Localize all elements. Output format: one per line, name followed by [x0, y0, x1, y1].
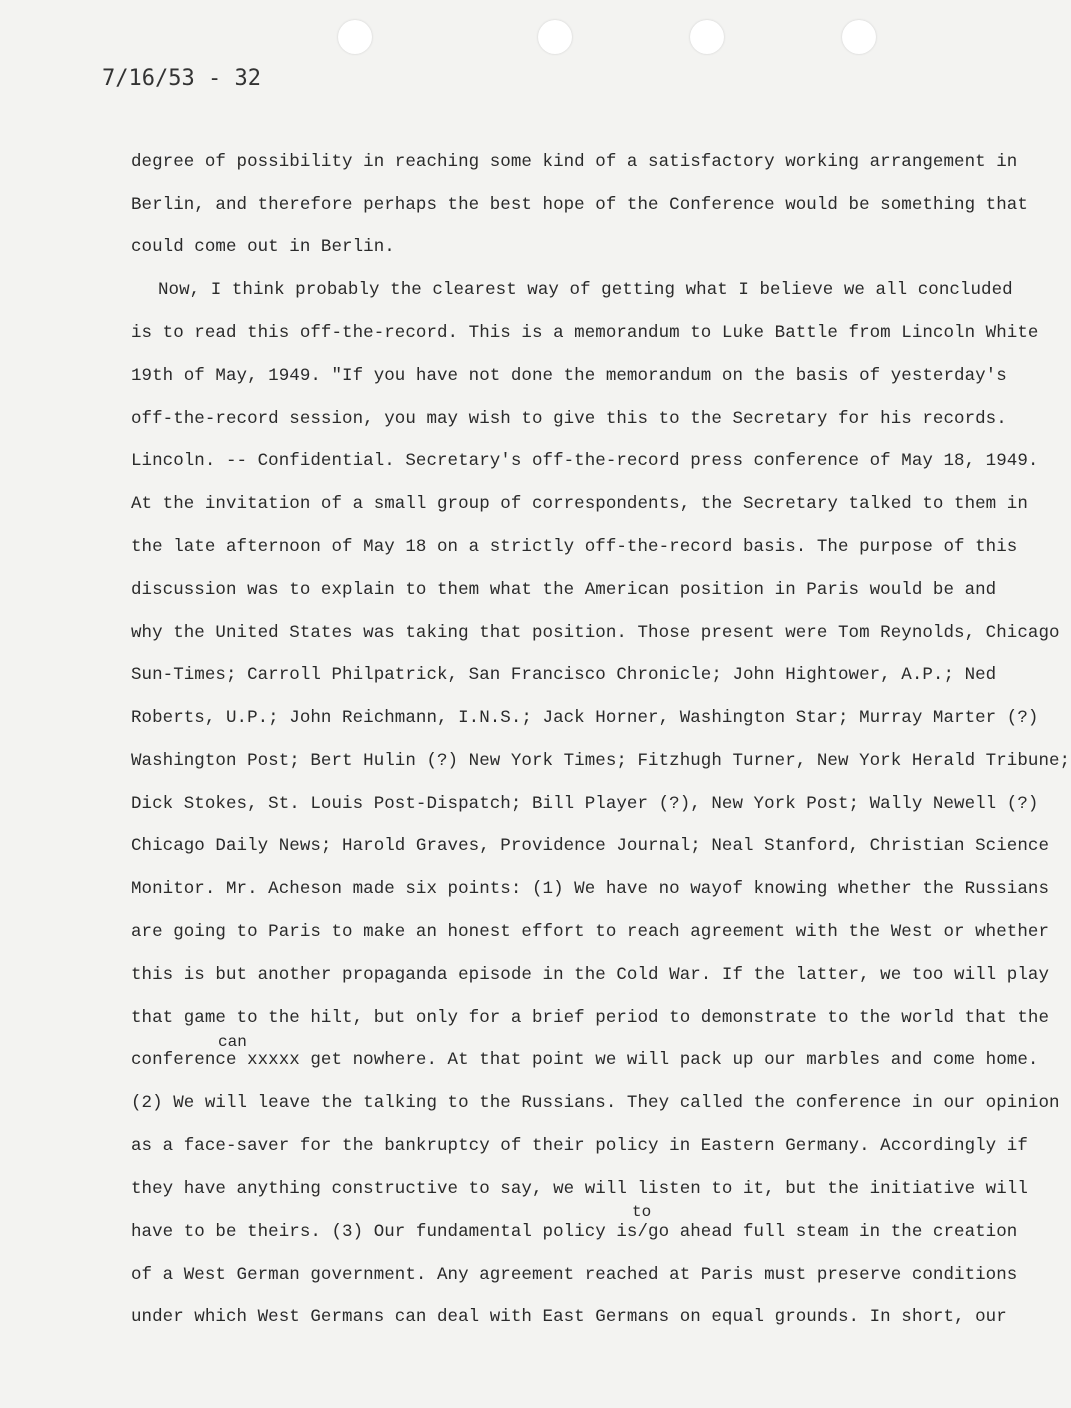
text-line: At the invitation of a small group of correspondents, the Secretary talked to them in	[131, 494, 1028, 514]
punch-hole	[690, 20, 724, 54]
punch-hole	[538, 20, 572, 54]
page-reference: 7/16/53 - 32	[102, 66, 261, 91]
text-line: under which West Germans can deal with East Germans on equal grounds. In short, our	[131, 1307, 1007, 1327]
text-line: Sun-Times; Carroll Philpatrick, San Francisco Chronicle; John Hightower, A.P.; Ned	[131, 665, 997, 685]
text-line: (2) We will leave the talking to the Russians. They called the conference in our opinion	[131, 1093, 1060, 1113]
text-line: Now, I think probably the clearest way of getting what I believe we all concluded	[158, 280, 1013, 300]
text-line: Washington Post; Bert Hulin (?) New York Times; Fitzhugh Turner, New York Herald Tribune;	[131, 751, 1071, 771]
text-line: Chicago Daily News; Harold Graves, Providence Journal; Neal Stanford, Christian Science	[131, 836, 1049, 856]
text-line: have to be theirs. (3) Our fundamental policy is/go ahead full steam in the creation	[131, 1222, 1018, 1242]
text-line: why the United States was taking that position. Those present were Tom Reynolds, Chicago	[131, 623, 1060, 643]
text-line: off-the-record session, you may wish to give this to the Secretary for his records.	[131, 409, 1007, 429]
text-line: Berlin, and therefore perhaps the best hope of the Conference would be something that	[131, 195, 1028, 215]
text-line: is to read this off-the-record. This is a memorandum to Luke Battle from Lincoln White	[131, 323, 1039, 343]
handwritten-insertion: can	[218, 1033, 247, 1051]
text-line: could come out in Berlin.	[131, 237, 395, 257]
text-line: discussion was to explain to them what the American position in Paris would be and	[131, 580, 997, 600]
punch-hole	[338, 20, 372, 54]
text-line: as a face-saver for the bankruptcy of their policy in Eastern Germany. Accordingly if	[131, 1136, 1028, 1156]
handwritten-insertion: to	[632, 1203, 652, 1221]
text-line: Monitor. Mr. Acheson made six points: (1) We have no wayof knowing whether the Russians	[131, 879, 1049, 899]
text-line: degree of possibility in reaching some kind of a satisfactory working arrangement in	[131, 152, 1018, 172]
text-line: that game to the hilt, but only for a brief period to demonstrate to the world that the	[131, 1008, 1049, 1028]
text-line: 19th of May, 1949. "If you have not done the memorandum on the basis of yesterday's	[131, 366, 1007, 386]
text-line: of a West German government. Any agreement reached at Paris must preserve conditions	[131, 1265, 1018, 1285]
text-line: are going to Paris to make an honest effort to reach agreement with the West or whether	[131, 922, 1049, 942]
text-line: Roberts, U.P.; John Reichmann, I.N.S.; Jack Horner, Washington Star; Murray Marter (?)	[131, 708, 1039, 728]
text-line: Dick Stokes, St. Louis Post-Dispatch; Bill Player (?), New York Post; Wally Newell (?)	[131, 794, 1039, 814]
text-line: this is but another propaganda episode in the Cold War. If the latter, we too will play	[131, 965, 1049, 985]
text-line: they have anything constructive to say, we will listen to it, but the initiative will	[131, 1179, 1028, 1199]
text-line: Lincoln. -- Confidential. Secretary's off-the-record press conference of May 18, 1949.	[131, 451, 1039, 471]
punch-hole	[842, 20, 876, 54]
text-line: conference xxxxx get nowhere. At that point we will pack up our marbles and come home.	[131, 1050, 1039, 1070]
text-line: the late afternoon of May 18 on a strictly off-the-record basis. The purpose of this	[131, 537, 1018, 557]
